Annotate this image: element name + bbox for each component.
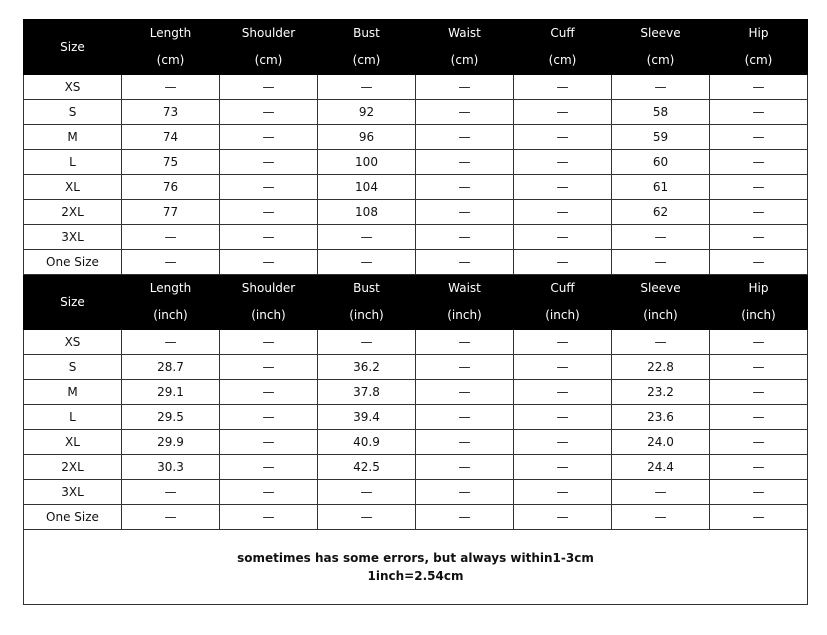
table-row: [24, 200, 808, 225]
measurement-cell: —: [514, 175, 612, 200]
measurement-cell: —: [514, 150, 612, 175]
measurement-cell: —: [318, 480, 416, 505]
measurement-cell: —: [710, 455, 808, 480]
size-label-cell: XS: [24, 330, 122, 355]
size-label-cell: L: [24, 405, 122, 430]
measurement-cell: 60: [612, 150, 710, 175]
measurement-cell: —: [122, 75, 220, 100]
table-row: [24, 175, 808, 200]
measurement-cell: —: [220, 505, 318, 530]
measurement-cell: —: [416, 75, 514, 100]
measurement-cell: 24.0: [612, 430, 710, 455]
size-label-cell: XL: [24, 430, 122, 455]
measurement-cell: —: [710, 175, 808, 200]
measurement-cell: —: [220, 355, 318, 380]
header-unit: (inch): [153, 308, 188, 322]
measurement-cell: —: [514, 505, 612, 530]
measurement-cell: 73: [122, 100, 220, 125]
header-label: Bust: [353, 281, 380, 295]
measurement-cell: —: [710, 480, 808, 505]
measurement-cell: —: [710, 505, 808, 530]
table-row: [24, 355, 808, 380]
measurement-cell: —: [416, 405, 514, 430]
measurement-cell: —: [416, 175, 514, 200]
header-label: Hip: [748, 26, 769, 40]
measurement-cell: —: [416, 430, 514, 455]
size-chart: [23, 19, 808, 605]
measurement-cell: 74: [122, 125, 220, 150]
header-cell: [318, 20, 416, 75]
measurement-cell: 62: [612, 200, 710, 225]
header-label: Cuff: [550, 281, 575, 295]
measurement-cell: —: [416, 250, 514, 275]
header-cell: [220, 20, 318, 75]
header-unit: (inch): [545, 308, 580, 322]
measurement-cell: —: [416, 455, 514, 480]
header-cell: [122, 275, 220, 330]
size-label-cell: L: [24, 150, 122, 175]
header-cell: [416, 275, 514, 330]
measurement-cell: 37.8: [318, 380, 416, 405]
header-unit: (cm): [744, 53, 773, 67]
measurement-cell: 36.2: [318, 355, 416, 380]
measurement-cell: —: [710, 250, 808, 275]
header-unit: (cm): [254, 53, 283, 67]
table-row: [24, 250, 808, 275]
table-row: [24, 480, 808, 505]
size-note: [23, 530, 808, 605]
header-cell: [122, 20, 220, 75]
size-label-cell: M: [24, 125, 122, 150]
header-unit: (cm): [646, 53, 675, 67]
table-row: [24, 100, 808, 125]
measurement-cell: —: [612, 480, 710, 505]
measurement-cell: 42.5: [318, 455, 416, 480]
table-row: [24, 225, 808, 250]
size-label-cell: One Size: [24, 250, 122, 275]
header-unit: (cm): [156, 53, 185, 67]
measurement-cell: —: [122, 330, 220, 355]
measurement-cell: —: [514, 330, 612, 355]
table-row: [24, 430, 808, 455]
header-unit: (inch): [349, 308, 384, 322]
measurement-cell: 29.5: [122, 405, 220, 430]
table-row: [24, 330, 808, 355]
measurement-cell: —: [416, 125, 514, 150]
measurement-cell: —: [220, 150, 318, 175]
measurement-cell: —: [514, 455, 612, 480]
measurement-cell: —: [220, 330, 318, 355]
size-label-cell: S: [24, 355, 122, 380]
header-cell: [24, 20, 122, 75]
header-row-cm: [24, 20, 808, 75]
measurement-cell: —: [318, 225, 416, 250]
measurement-cell: —: [416, 200, 514, 225]
table-row: [24, 125, 808, 150]
size-label-cell: XS: [24, 75, 122, 100]
header-unit: (inch): [447, 308, 482, 322]
table-row: [24, 75, 808, 100]
size-label-cell: M: [24, 380, 122, 405]
measurement-cell: —: [122, 250, 220, 275]
measurement-cell: —: [220, 250, 318, 275]
note-errors: sometimes has some errors, but always within1-3cm: [237, 551, 594, 565]
header-cell: [318, 275, 416, 330]
header-cell: [220, 275, 318, 330]
measurement-cell: —: [710, 75, 808, 100]
measurement-cell: —: [612, 225, 710, 250]
measurement-cell: 96: [318, 125, 416, 150]
measurement-cell: —: [220, 480, 318, 505]
measurement-cell: —: [318, 75, 416, 100]
measurement-cell: 75: [122, 150, 220, 175]
measurement-cell: 92: [318, 100, 416, 125]
measurement-cell: 23.2: [612, 380, 710, 405]
measurement-cell: —: [220, 200, 318, 225]
header-unit: (cm): [352, 53, 381, 67]
measurement-cell: 39.4: [318, 405, 416, 430]
note-conversion: 1inch=2.54cm: [367, 569, 464, 583]
table-row: [24, 455, 808, 480]
size-table: [23, 19, 808, 530]
measurement-cell: —: [514, 100, 612, 125]
measurement-cell: —: [514, 250, 612, 275]
measurement-cell: —: [220, 175, 318, 200]
measurement-cell: 76: [122, 175, 220, 200]
size-label-cell: 3XL: [24, 480, 122, 505]
size-table-body: [24, 20, 808, 530]
measurement-cell: —: [612, 75, 710, 100]
header-unit: (inch): [741, 308, 776, 322]
measurement-cell: —: [122, 480, 220, 505]
header-label: Waist: [448, 281, 481, 295]
size-label-cell: 2XL: [24, 200, 122, 225]
measurement-cell: 23.6: [612, 405, 710, 430]
header-cell: [612, 20, 710, 75]
measurement-cell: —: [710, 380, 808, 405]
measurement-cell: —: [122, 505, 220, 530]
header-cell: [514, 20, 612, 75]
measurement-cell: 100: [318, 150, 416, 175]
measurement-cell: —: [710, 430, 808, 455]
measurement-cell: —: [514, 200, 612, 225]
measurement-cell: —: [416, 480, 514, 505]
measurement-cell: —: [710, 150, 808, 175]
measurement-cell: —: [416, 355, 514, 380]
measurement-cell: —: [220, 455, 318, 480]
header-label: Size: [60, 294, 85, 309]
header-unit: (cm): [450, 53, 479, 67]
measurement-cell: —: [220, 430, 318, 455]
measurement-cell: —: [220, 75, 318, 100]
header-label: Shoulder: [241, 281, 296, 295]
table-row: [24, 380, 808, 405]
measurement-cell: —: [612, 330, 710, 355]
measurement-cell: —: [514, 125, 612, 150]
measurement-cell: —: [514, 355, 612, 380]
size-label-cell: 3XL: [24, 225, 122, 250]
measurement-cell: —: [416, 505, 514, 530]
measurement-cell: —: [514, 75, 612, 100]
measurement-cell: —: [416, 225, 514, 250]
measurement-cell: —: [612, 505, 710, 530]
header-unit: (inch): [643, 308, 678, 322]
measurement-cell: 24.4: [612, 455, 710, 480]
header-row-inch: [24, 275, 808, 330]
measurement-cell: —: [220, 405, 318, 430]
header-unit: (inch): [251, 308, 286, 322]
measurement-cell: 104: [318, 175, 416, 200]
header-label: Shoulder: [241, 26, 296, 40]
measurement-cell: —: [710, 355, 808, 380]
header-label: Sleeve: [640, 281, 681, 295]
measurement-cell: —: [416, 100, 514, 125]
measurement-cell: —: [122, 225, 220, 250]
header-unit: (cm): [548, 53, 577, 67]
header-label: Length: [149, 281, 192, 295]
measurement-cell: —: [220, 125, 318, 150]
measurement-cell: 77: [122, 200, 220, 225]
measurement-cell: —: [416, 380, 514, 405]
measurement-cell: 22.8: [612, 355, 710, 380]
size-label-cell: 2XL: [24, 455, 122, 480]
measurement-cell: —: [318, 505, 416, 530]
measurement-cell: 61: [612, 175, 710, 200]
measurement-cell: —: [514, 405, 612, 430]
header-label: Waist: [448, 26, 481, 40]
measurement-cell: —: [514, 430, 612, 455]
header-label: Cuff: [550, 26, 575, 40]
header-label: Size: [60, 39, 85, 54]
measurement-cell: —: [514, 225, 612, 250]
measurement-cell: —: [710, 330, 808, 355]
measurement-cell: —: [220, 380, 318, 405]
measurement-cell: —: [710, 100, 808, 125]
size-label-cell: S: [24, 100, 122, 125]
measurement-cell: —: [514, 380, 612, 405]
measurement-cell: —: [318, 250, 416, 275]
measurement-cell: 29.9: [122, 430, 220, 455]
header-cell: [416, 20, 514, 75]
measurement-cell: —: [710, 200, 808, 225]
measurement-cell: 59: [612, 125, 710, 150]
size-label-cell: One Size: [24, 505, 122, 530]
table-row: [24, 505, 808, 530]
header-cell: [24, 275, 122, 330]
measurement-cell: 29.1: [122, 380, 220, 405]
header-label: Bust: [353, 26, 380, 40]
measurement-cell: —: [612, 250, 710, 275]
measurement-cell: 40.9: [318, 430, 416, 455]
header-label: Length: [149, 26, 192, 40]
table-row: [24, 405, 808, 430]
header-cell: [612, 275, 710, 330]
measurement-cell: —: [710, 405, 808, 430]
measurement-cell: —: [416, 330, 514, 355]
measurement-cell: —: [710, 225, 808, 250]
header-cell: [514, 275, 612, 330]
measurement-cell: —: [514, 480, 612, 505]
measurement-cell: 58: [612, 100, 710, 125]
header-label: Hip: [748, 281, 769, 295]
measurement-cell: 108: [318, 200, 416, 225]
size-label-cell: XL: [24, 175, 122, 200]
measurement-cell: 28.7: [122, 355, 220, 380]
measurement-cell: —: [710, 125, 808, 150]
measurement-cell: —: [416, 150, 514, 175]
header-cell: [710, 275, 808, 330]
header-label: Sleeve: [640, 26, 681, 40]
measurement-cell: —: [220, 100, 318, 125]
table-row: [24, 150, 808, 175]
measurement-cell: —: [220, 225, 318, 250]
measurement-cell: —: [318, 330, 416, 355]
measurement-cell: 30.3: [122, 455, 220, 480]
header-cell: [710, 20, 808, 75]
